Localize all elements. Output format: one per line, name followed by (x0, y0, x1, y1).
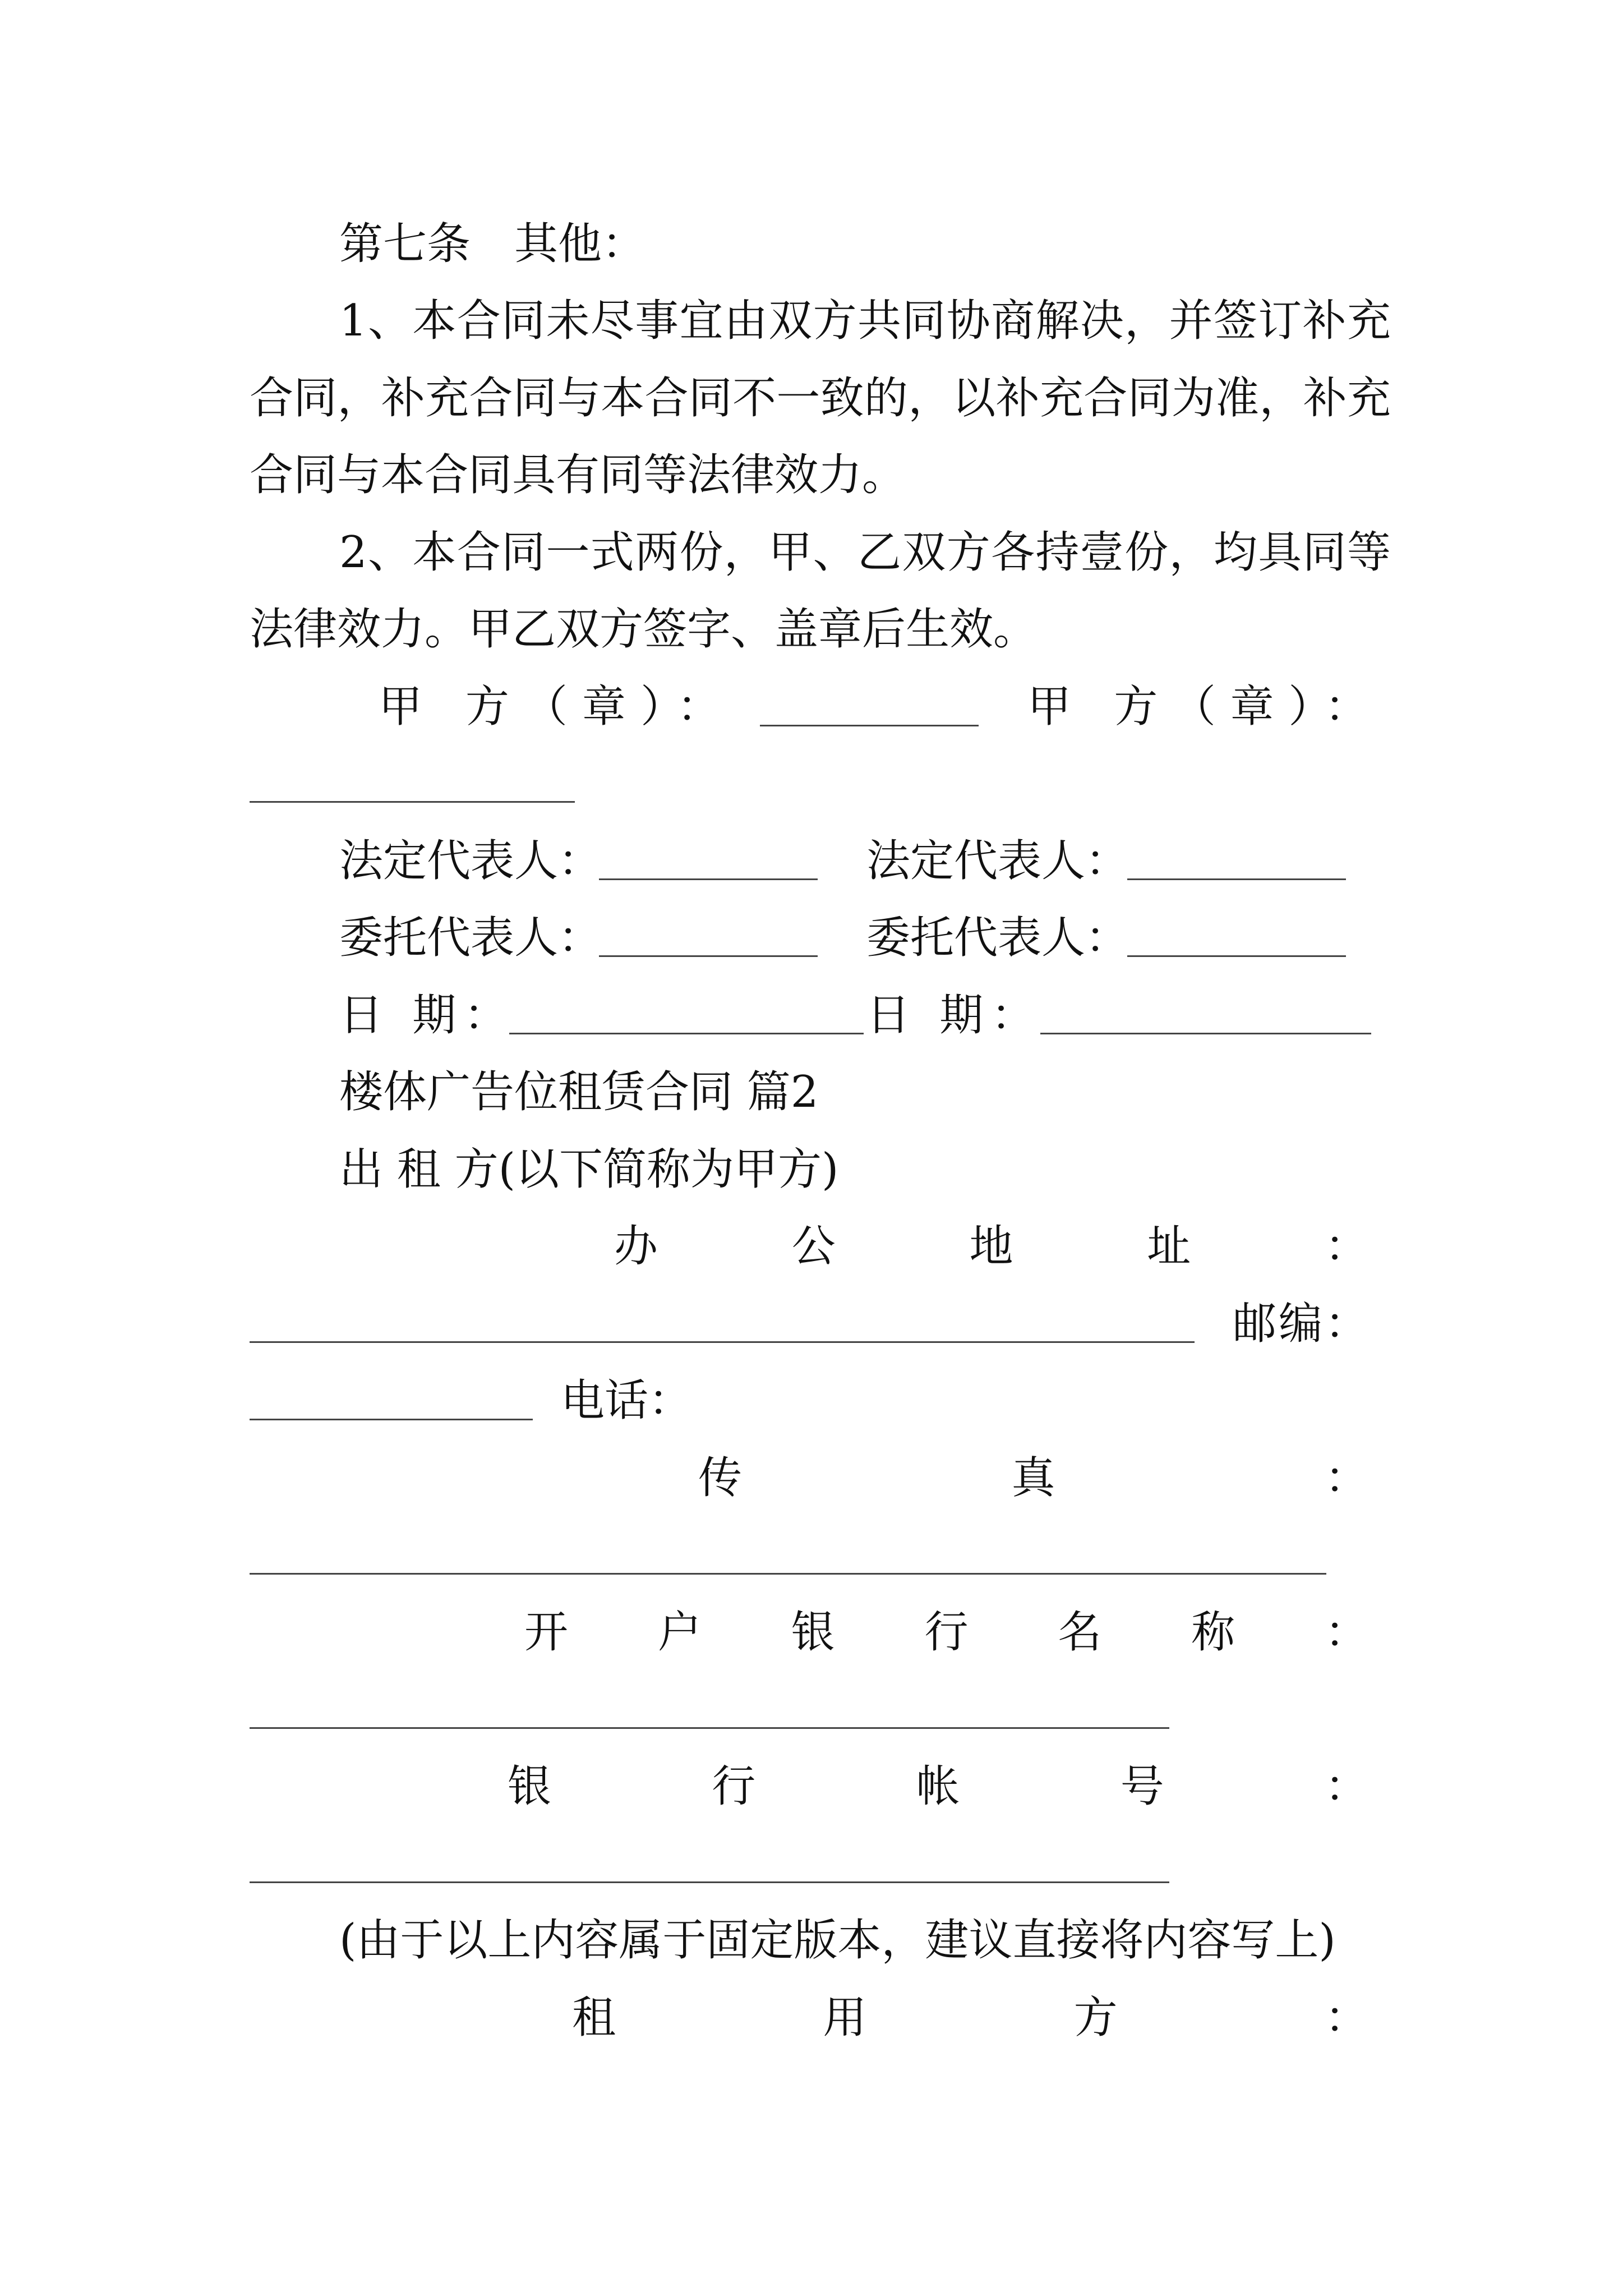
office-address-blank (250, 1341, 1195, 1343)
party-a-seal-label: 甲 方（章）： (379, 682, 721, 732)
legal-representative-b-label: 法定代表人： (866, 836, 1129, 886)
party-a-seal-blank (760, 725, 979, 726)
bank-account-label: 银行帐号： (508, 1761, 1368, 1812)
bank-account-blank (250, 1881, 1169, 1883)
date-a-blank (509, 1033, 864, 1034)
article-paragraph-1-line-2: 合同，补充合同与本合同不一致的，以补充合同为准，补充 (250, 373, 1391, 424)
article-paragraph-1-line-3: 合同与本合同具有同等法律效力。 (250, 450, 906, 500)
fax-label: 传真： (698, 1453, 1368, 1503)
entrusted-representative-b-label: 委托代表人： (866, 913, 1129, 963)
lessee-label: 租用方： (572, 1993, 1368, 2043)
legal-representative-a-blank (599, 878, 818, 880)
date-a-label: 日 期： (339, 990, 508, 1041)
fixed-version-note: (由于以上内容属于固定版本，建议直接将内容写上) (339, 1915, 1336, 1966)
office-address-label: 办公地址： (614, 1221, 1368, 1272)
date-b-blank (1040, 1033, 1371, 1034)
entrusted-representative-a-label: 委托代表人： (339, 913, 602, 963)
phone-label: 电话： (561, 1375, 693, 1426)
article-paragraph-2-line-2: 法律效力。甲乙双方签字、盖章后生效。 (250, 604, 1038, 655)
entrusted-representative-b-blank (1127, 955, 1346, 957)
fax-blank (250, 1573, 1326, 1575)
date-b-label: 日 期： (866, 990, 1035, 1041)
bank-name-blank (250, 1727, 1169, 1729)
article-paragraph-1-line-1: 1、本合同未尽事宜由双方共同协商解决，并签订补充 (339, 296, 1391, 346)
postcode-blank (250, 1419, 533, 1420)
contract-2-title: 楼体广告位租赁合同 篇2 (339, 1067, 819, 1117)
article-paragraph-2-line-1: 2、本合同一式两份，甲、乙双方各持壹份，均具同等 (339, 527, 1391, 578)
entrusted-representative-a-blank (599, 955, 818, 957)
party-b-seal-label: 甲 方（章）： (1027, 682, 1368, 732)
lessor-label: 出 租 方(以下简称为甲方) (339, 1144, 839, 1195)
postcode-label: 邮编： (1233, 1299, 1368, 1349)
article-heading: 第七条 其他： (339, 219, 646, 269)
bank-name-label: 开户银行名称： (524, 1607, 1368, 1658)
legal-representative-a-label: 法定代表人： (339, 836, 602, 886)
legal-representative-b-blank (1127, 878, 1346, 880)
party-b-seal-blank (250, 801, 575, 803)
